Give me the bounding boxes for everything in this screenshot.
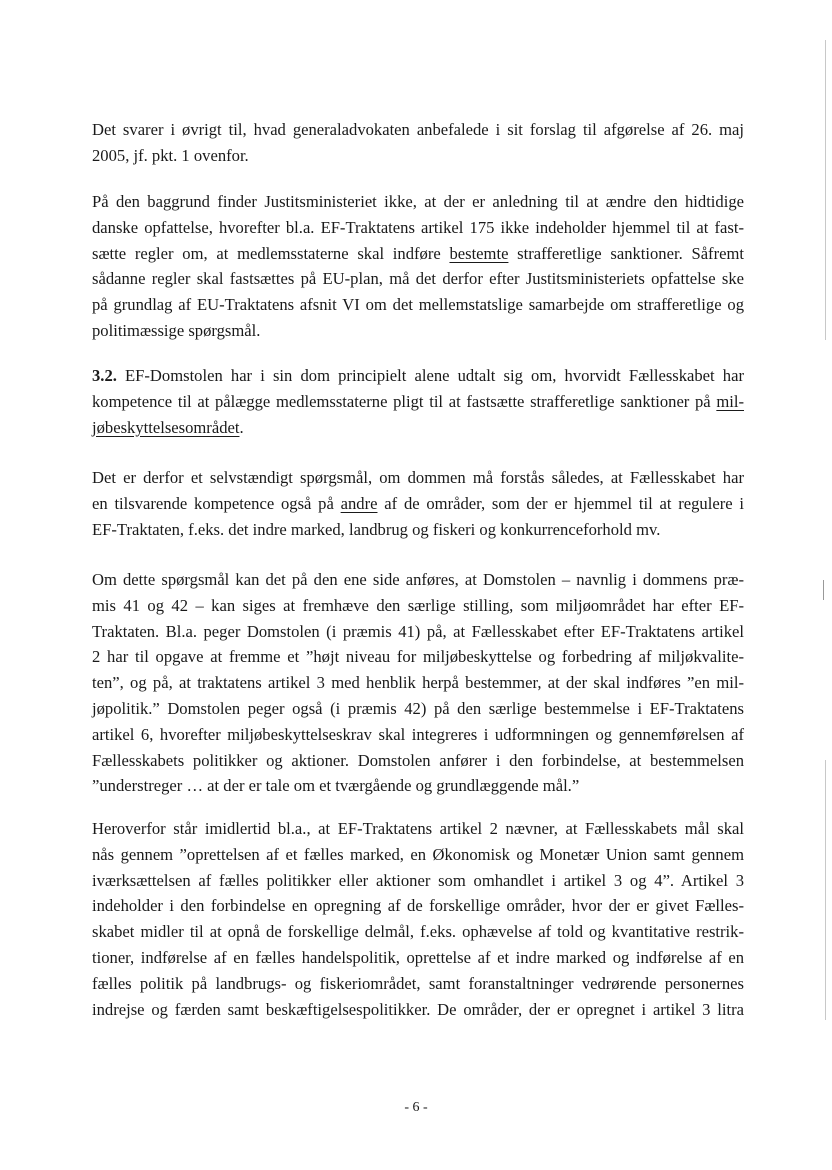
text-line xyxy=(92,415,744,441)
underlined-word: mil- xyxy=(716,391,744,411)
text-run: en tilsvarende kompetence også på xyxy=(92,493,341,513)
underlined-word: jøbeskyttelsesområdet xyxy=(92,417,240,437)
scan-edge-mark xyxy=(825,760,826,1020)
scan-edge-mark xyxy=(823,580,824,600)
text-line: iværksættelsen af fælles politikker eller aktioner som omhandlet i artikel 3 og 4”. Artikel 3 xyxy=(92,870,744,890)
text-line xyxy=(92,491,744,517)
text-line: indeholder i den forbindelse en opregning af de forskellige områder, hvor der er givet Fælles- xyxy=(92,896,744,916)
paragraph-6 xyxy=(92,816,744,1022)
text-line: indrejse og færden samt beskæftigelsespolitikker. De områder, der er opregnet i artikel 3 litra xyxy=(92,999,744,1019)
text-line: Det svarer i øvrigt til, hvad generaladvokaten anbefalede i sit forslag til afgørelse af 26. maj xyxy=(92,120,744,139)
scan-edge-mark xyxy=(825,40,826,340)
text-line: skabet midler til at opnå de forskellige delmål, f.eks. ophævelse af told og kvantitative restrik- xyxy=(92,922,744,942)
text-run: sætte regler om, at medlemsstaterne skal indføre xyxy=(92,243,450,263)
text-line: Traktaten. Bl.a. peger Domstolen (i præmis 41) på, at Fællesskabet efter EF-Traktatens artikel xyxy=(92,621,744,641)
text-line: Om dette spørgsmål kan det på den ene side anføres, at Domstolen – navnlig i dommens præ- xyxy=(92,570,744,589)
text-line: danske opfattelse, hvorefter bl.a. EF-Traktatens artikel 175 ikke indeholder hjemmel til at fast- xyxy=(92,217,744,237)
text-run: kompetence til at pålægge medlemsstaterne pligt til at fastsætte strafferetlige sanktioner på xyxy=(92,391,717,411)
underlined-word: bestemte xyxy=(449,243,509,263)
text-line: politimæssige spørgsmål. xyxy=(92,320,261,340)
underlined-word: andre xyxy=(340,493,378,513)
paragraph-2 xyxy=(92,189,744,344)
text-line: fælles politik på landbrugs- og fiskeriområdet, samt foranstaltninger vedrørende personernes xyxy=(92,973,744,993)
text-line: tioner, indførelse af en fælles handelspolitik, oprettelse af et indre marked og indførelse af en xyxy=(92,947,744,967)
text-run: strafferetlige sanktioner. Såfremt xyxy=(508,243,744,263)
text-line: ”understreger … at der er tale om et tværgående og grundlæggende mål.” xyxy=(92,776,580,796)
text-line: mis 41 og 42 – kan siges at fremhæve den særlige stilling, som miljøområdet har efter EF- xyxy=(92,595,744,615)
paragraph-4 xyxy=(92,465,744,542)
text-line xyxy=(92,363,744,389)
text-line: EF-Traktaten, f.eks. det indre marked, landbrug og fiskeri og konkurrenceforhold mv. xyxy=(92,519,661,539)
text-line: ten”, og på, at traktatens artikel 3 med henblik herpå bestemmer, at der skal indføres ”en mil- xyxy=(92,673,744,693)
text-line: Fællesskabets politikker og aktioner. Domstolen anfører i den forbindelse, at bestemmelsen xyxy=(92,750,744,770)
paragraph-1 xyxy=(92,117,744,169)
text-line: På den baggrund finder Justitsministeriet ikke, at der er anledning til at ændre den hidtidige xyxy=(92,192,744,211)
text-line: artikel 6, hvorefter miljøbeskyttelseskrav skal integreres i udformningen og gennemførelsen af xyxy=(92,724,744,744)
text-line: jøpolitik.” Domstolen peger også (i præmis 42) på den særlige bestemmelse i EF-Traktatens xyxy=(92,698,744,718)
text-line: Det er derfor et selvstændigt spørgsmål, om dommen må forstås således, at Fællesskabet har xyxy=(92,468,744,487)
text-run: . xyxy=(239,417,244,437)
text-line: 2005, jf. pkt. 1 ovenfor. xyxy=(92,145,249,165)
text-line: på grundlag af EU-Traktatens afsnit VI om det mellemstatslige samarbejde om strafferetlige og xyxy=(92,295,744,315)
text-line: nås gennem ”oprettelsen af et fælles marked, en Økonomisk og Monetær Union samt gennem xyxy=(92,844,744,864)
paragraph-5 xyxy=(92,567,744,799)
text-line xyxy=(92,241,744,267)
section-3-2-paragraph xyxy=(92,363,744,440)
text-run: af de områder, som der er hjemmel til at regulere i xyxy=(377,493,744,513)
text-line: 2 har til opgave at fremme et ”højt niveau for miljøbeskyttelse og forbedring af miljøkvalite- xyxy=(92,647,744,667)
page-number: - 6 - xyxy=(404,1100,428,1115)
text-run: EF-Domstolen har i sin dom principielt alene udtalt sig om, hvorvidt Fællesskabet har xyxy=(116,366,744,385)
section-number: 3.2. xyxy=(92,366,117,385)
text-line xyxy=(92,389,744,415)
text-line: sådanne regler skal fastsættes på EU-plan, må det derfor efter Justitsministeriets opfattelse ske xyxy=(92,269,744,289)
text-line: Heroverfor står imidlertid bl.a., at EF-Traktatens artikel 2 nævner, at Fællesskabets mål skal xyxy=(92,819,744,838)
